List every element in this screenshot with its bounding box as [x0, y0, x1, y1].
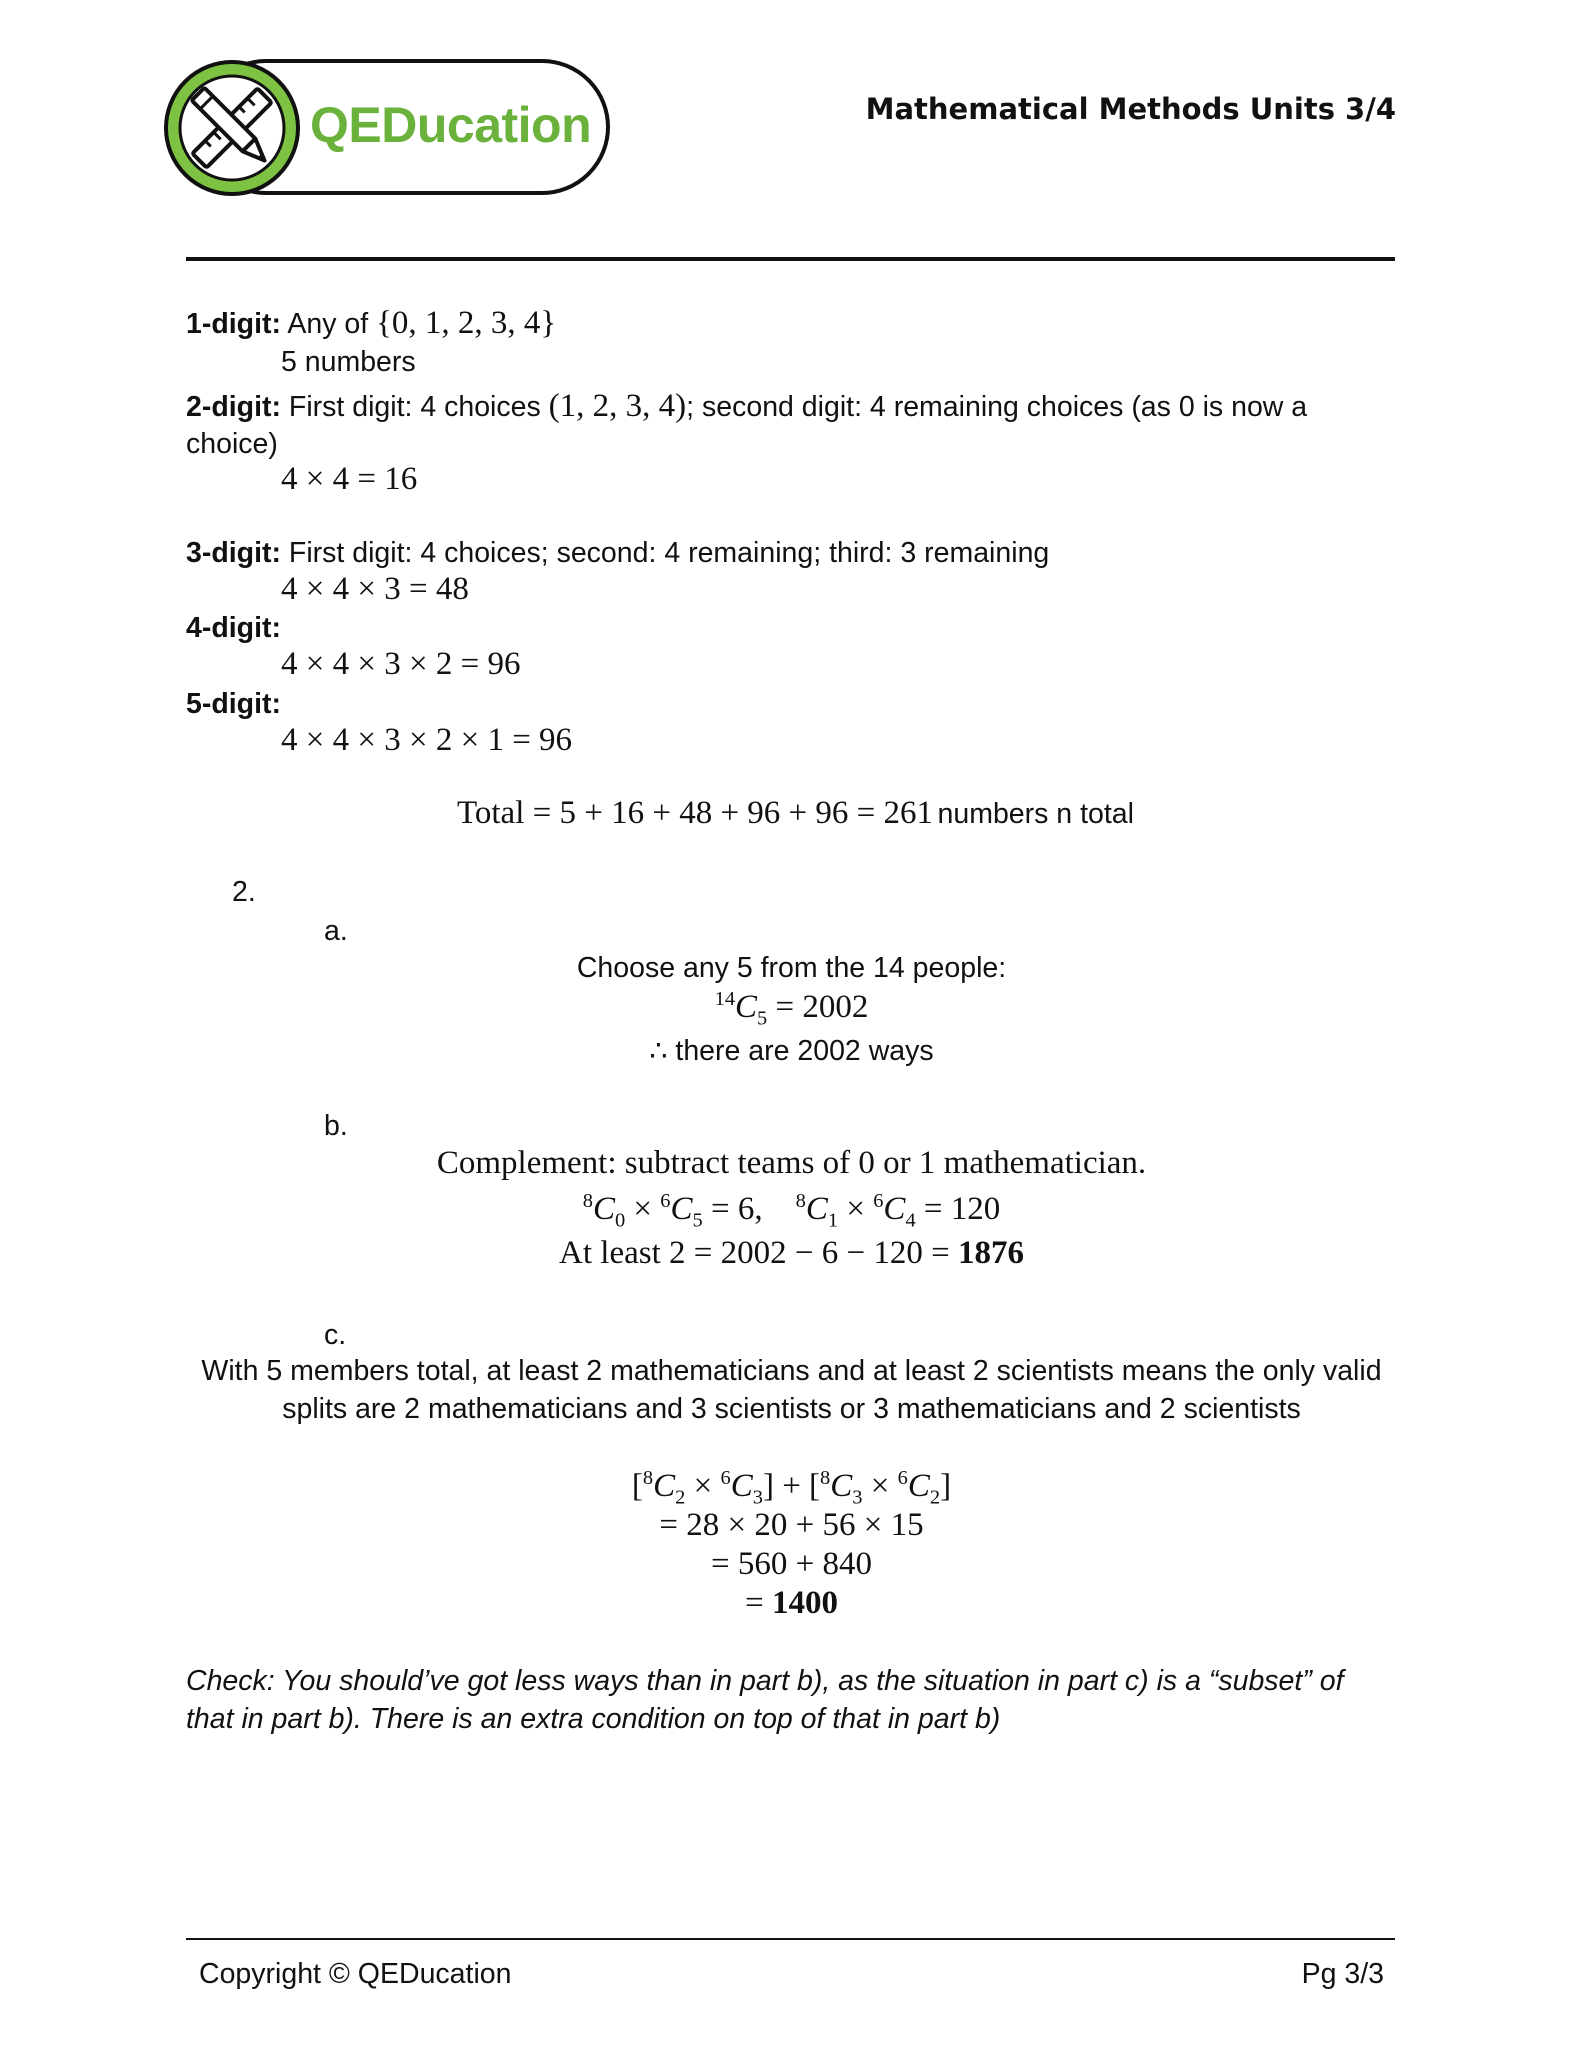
logo-text: QEDucation	[310, 97, 592, 153]
one-digit-text: Any of	[287, 308, 369, 340]
part-a-eq: = 2002	[775, 989, 869, 1025]
check-line2: that in part b). There is an extra condition on top of that in part b)	[186, 1703, 1001, 1735]
two-digit-calc: 4 × 4 = 16	[281, 461, 418, 497]
part-c-step3: = 560 + 840	[711, 1546, 872, 1582]
part-b-answer: 1876	[957, 1235, 1024, 1271]
two-digit-text-a: First digit: 4 choices	[288, 391, 541, 423]
copyright: Copyright © QEDucation	[199, 1958, 512, 1990]
total-math: Total = 5 + 16 + 48 + 96 + 96 = 261	[457, 795, 934, 831]
one-digit-label: 1-digit:	[186, 308, 281, 340]
two-digit-label: 2-digit:	[186, 391, 281, 423]
part-b-line1: Complement: subtract teams of 0 or 1 mathematician.	[436, 1145, 1147, 1181]
part-b-label: b.	[324, 1110, 348, 1142]
four-digit-label: 4-digit:	[186, 612, 281, 644]
part-c-step1: $[^8C_2 \times ^6C_3] + [^8C_3 \times ^6C_2]$	[631, 1467, 952, 1509]
five-digit-label: 5-digit:	[186, 688, 281, 720]
digit-set: {0, 1, 2, 3, 4}	[376, 305, 557, 341]
part-a-line1: Choose any 5 from the 14 people:	[576, 952, 1007, 984]
question-2-number: 2.	[232, 876, 256, 908]
two-digit-text-b: ; second digit: 4 remaining choices (as 0 is now a	[686, 391, 1308, 423]
one-digit-line	[186, 302, 556, 345]
footer-divider	[186, 1938, 1395, 1940]
part-b-line3: At least 2 = 2002 − 6 − 120 = 1876	[559, 1235, 1024, 1271]
three-digit-label: 3-digit:	[186, 537, 281, 569]
digit-tuple: (1, 2, 3, 4)	[548, 388, 687, 424]
part-c-label: c.	[324, 1319, 347, 1351]
four-digit-calc: 4 × 4 × 3 × 2 = 96	[281, 646, 521, 682]
total-suffix: numbers n total	[937, 798, 1134, 830]
three-digit-calc: 4 × 4 × 3 = 48	[281, 571, 469, 607]
part-a-conclusion: ∴ there are 2002 ways	[649, 1035, 934, 1067]
one-digit-result: 5 numbers	[281, 346, 416, 378]
two-digit-line	[186, 385, 1307, 428]
two-digit-text-c: choice)	[186, 428, 278, 460]
logo	[160, 58, 612, 198]
header-divider	[186, 257, 1395, 261]
part-a-r: 5	[757, 1007, 768, 1030]
part-a-label: a.	[324, 915, 348, 947]
course-title: Mathematical Methods Units 3/4	[865, 92, 1396, 126]
part-a-combination: $^{14}C_5 = 2002$	[714, 988, 869, 1030]
five-digit-calc: 4 × 4 × 3 × 2 × 1 = 96	[281, 722, 573, 758]
part-c-step2: = 28 × 20 + 56 × 15	[659, 1507, 924, 1543]
three-digit-line	[186, 535, 1049, 572]
page-number: Pg 3/3	[1301, 1958, 1384, 1990]
part-c-line1: With 5 members total, at least 2 mathematicians and at least 2 scientists means the only valid	[201, 1355, 1382, 1387]
total-line	[0, 792, 1583, 835]
part-c-step4: = 1400	[745, 1585, 838, 1621]
check-line1: Check: You should’ve got less ways than in part b), as the situation in part c) is a “subset” of	[186, 1665, 1344, 1697]
part-a-n: 14	[714, 988, 736, 1010]
part-c-line2: splits are 2 mathematicians and 3 scientists or 3 mathematicians and 2 scientists	[282, 1393, 1301, 1425]
part-b-line2: $^8C_0 \times ^6C_5 = 6$, $^8C_1 \times ^6C_4 = 120$	[582, 1190, 1001, 1232]
part-c-answer: 1400	[771, 1585, 838, 1621]
three-digit-text: First digit: 4 choices; second: 4 remaining; third: 3 remaining	[288, 537, 1050, 569]
